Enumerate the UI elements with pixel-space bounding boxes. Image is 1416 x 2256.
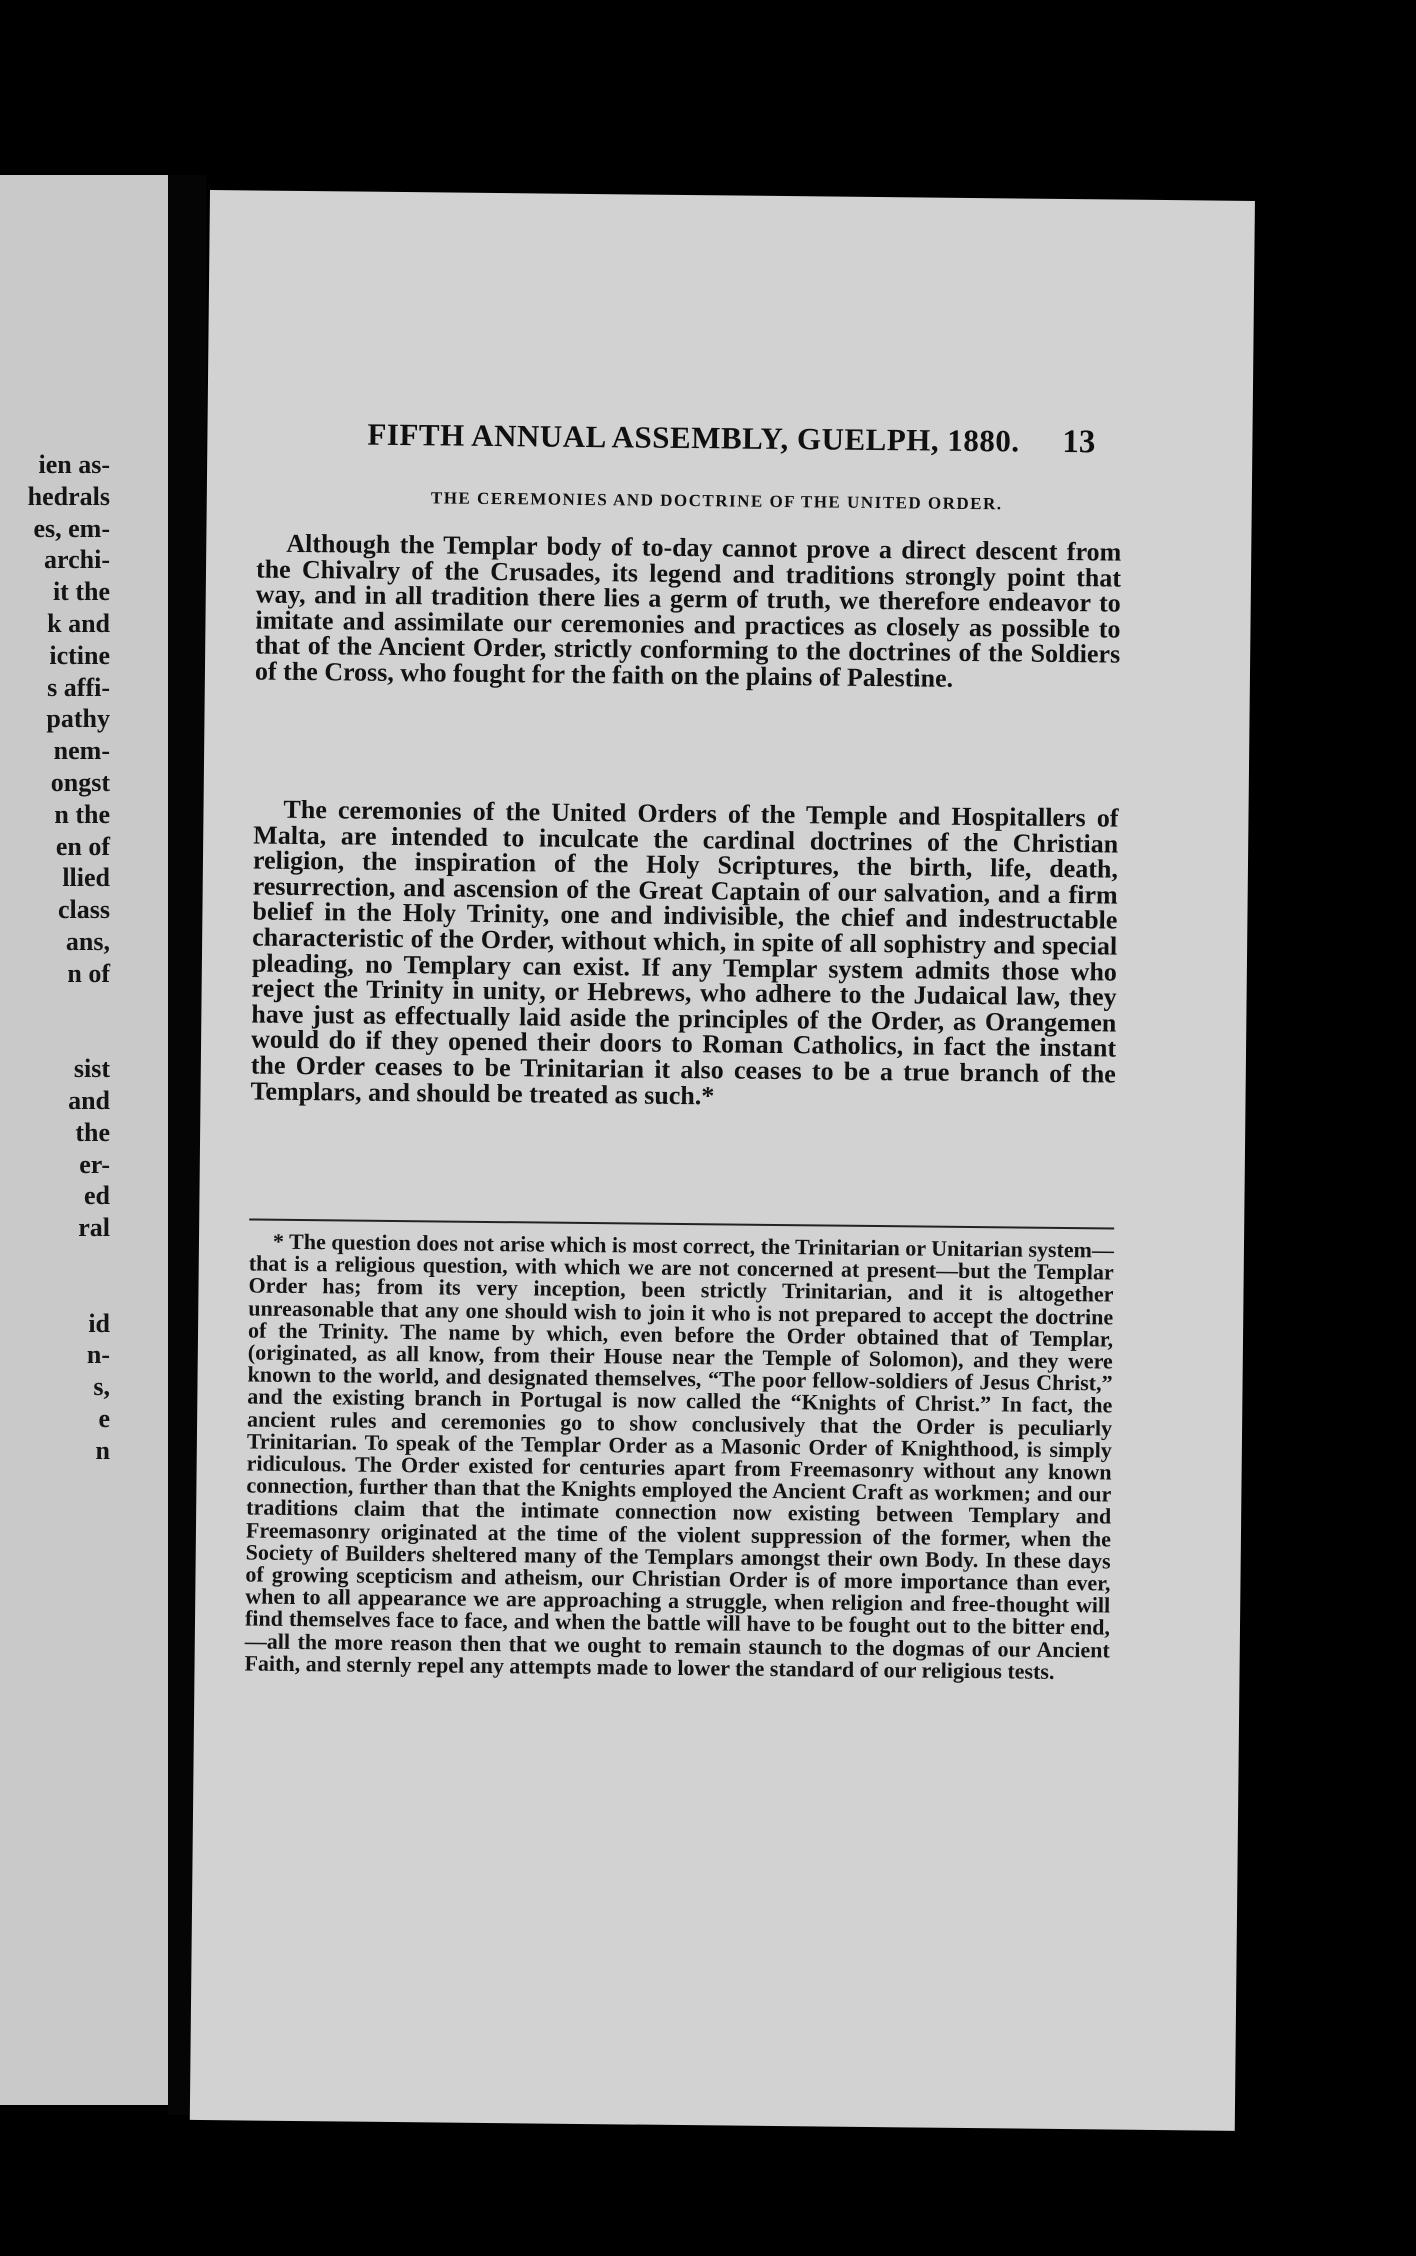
facing-page-text-fragment: n xyxy=(95,1435,110,1465)
facing-page-text-fragment: s affi- xyxy=(47,672,110,702)
facing-page-text-fragment: er- xyxy=(79,1149,110,1179)
facing-page-text-fragment: ans, xyxy=(65,927,110,956)
document-page xyxy=(190,190,1255,2131)
facing-page-text-fragment: it the xyxy=(52,577,110,607)
body-paragraph-1: Although the Templar body of to-day cannot prove a direct descent from the Chivalry of the Crusades, its legend and traditions strongly point that way, and in all tradition there lies a germ of truth, we therefore endeavor to imitate and assimilate our ceremonies and practices as closely as possible to that of the Ancient Order, strictly conforming to the doctrines of the Soldiers of the Cross, who fought for the faith on the plains of Palestine. xyxy=(254,528,1122,693)
facing-page-text-fragment: ongst xyxy=(50,768,110,797)
facing-page-text-fragment: the xyxy=(75,1117,110,1147)
facing-page-text-fragment: class xyxy=(58,895,110,925)
facing-page-text-fragment: e xyxy=(98,1404,110,1433)
facing-page-text-fragment: s, xyxy=(93,1372,110,1402)
facing-page-text-fragment: id xyxy=(88,1308,110,1338)
facing-page-text-fragment: k and xyxy=(47,609,110,638)
footnote-rule xyxy=(249,1218,1114,1229)
facing-page-text-fragment: en of xyxy=(55,831,110,861)
facing-page-text-fragment: ral xyxy=(78,1213,110,1243)
footnote: * The question does not arise which is most correct, the Trinitarian or Unitarian system—that is a religious question, with which we are not concerned at present—but the Templar Order has; from its very inception, been strictly Trinitarian, and it is altogether unreasonable that any one should wish to join it who is not prepared to accept the doctrine of the Trinity. The name by which, even before the Order obtained that of Templar, (originated, as all know, from their House near the Temple of Solomon), and they were known to the world, and designated themselves, “The poor fellow-soldiers of Jesus Christ,” and the existing branch in Portugal is now called the “Knights of Christ.” In fact, the ancient rules and ceremonies go to show conclusively that the Order is peculiarly Trinitarian. To speak of the Templar Order as a Masonic Order of Knighthood, is simply ridiculous. The Order existed for centuries apart from Freemasonry without any known connection, further than that the Knights employed the Ancient Craft as workmen; and our traditions claim that the intimate connection now existing between Templary and Freemasonry originated at the time of the violent suppression of the former, when the Society of Builders sheltered many of the Templars amongst their own Body. In these days of growing scepticism and atheism, our Christian Order is of more importance than ever, when to all appearance we are approaching a struggle, when religion and free-thought will find themselves face to face, and when the battle will have to be fought out to the bitter end,—all the more reason then that we ought to remain staunch to the dogmas of our Ancient Faith, and sternly repel any attempts made to lower the standard of our religious tests. xyxy=(244,1228,1115,1684)
facing-page-text-fragment: and xyxy=(68,1086,110,1115)
facing-page-text-fragment: archi- xyxy=(44,545,110,575)
facing-page-text-fragment: n of xyxy=(67,958,110,988)
facing-page-text-fragment: n- xyxy=(86,1340,110,1370)
page-number: 13 xyxy=(1062,423,1096,461)
facing-page-text-fragment: nem- xyxy=(53,736,110,766)
facing-page-text-fragment: ien as- xyxy=(38,450,110,479)
facing-page-text-fragment: llied xyxy=(62,863,110,893)
facing-page-text-fragment: ictine xyxy=(49,640,110,670)
running-head: FIFTH ANNUAL ASSEMBLY, GUELPH, 1880. xyxy=(367,416,1020,459)
facing-page-text-fragment: n the xyxy=(54,799,110,829)
section-title: THE CEREMONIES AND DOCTRINE OF THE UNITED ORDER. xyxy=(430,488,1003,514)
facing-page-text-fragment: pathy xyxy=(46,704,110,734)
body-paragraph-2: The ceremonies of the United Orders of the Temple and Hospitallers of Malta, are intended to inculcate the cardinal doctrines of the Christian religion, the inspiration of the Holy Scriptures, the birth, life, death, resurrection, and ascension of the Great Captain of our salvation, and a firm belief in the Holy Trinity, one and indivisible, the chief and indestructable characteristic of the Order, without which, in spite of all sophistry and special pleading, no Templary can exist. If any Templar system admits those who reject the Trinity in unity, or Hebrews, who adhere to the Judaical law, they have just as effectually laid aside the principles of the Order, as Orangemen would do if they opened their doors to Roman Catholics, in fact the instant the Order ceases to be Trinitarian it also ceases to be a true branch of the Templars, and should be treated as such.* xyxy=(250,794,1119,1110)
facing-page-fragment xyxy=(0,175,168,2105)
facing-page-text-fragment: sist xyxy=(73,1054,110,1084)
facing-page-text-fragment: hedrals xyxy=(27,481,110,511)
facing-page-text-fragment: ed xyxy=(84,1181,110,1211)
facing-page-text-fragment: es, em- xyxy=(33,513,110,543)
